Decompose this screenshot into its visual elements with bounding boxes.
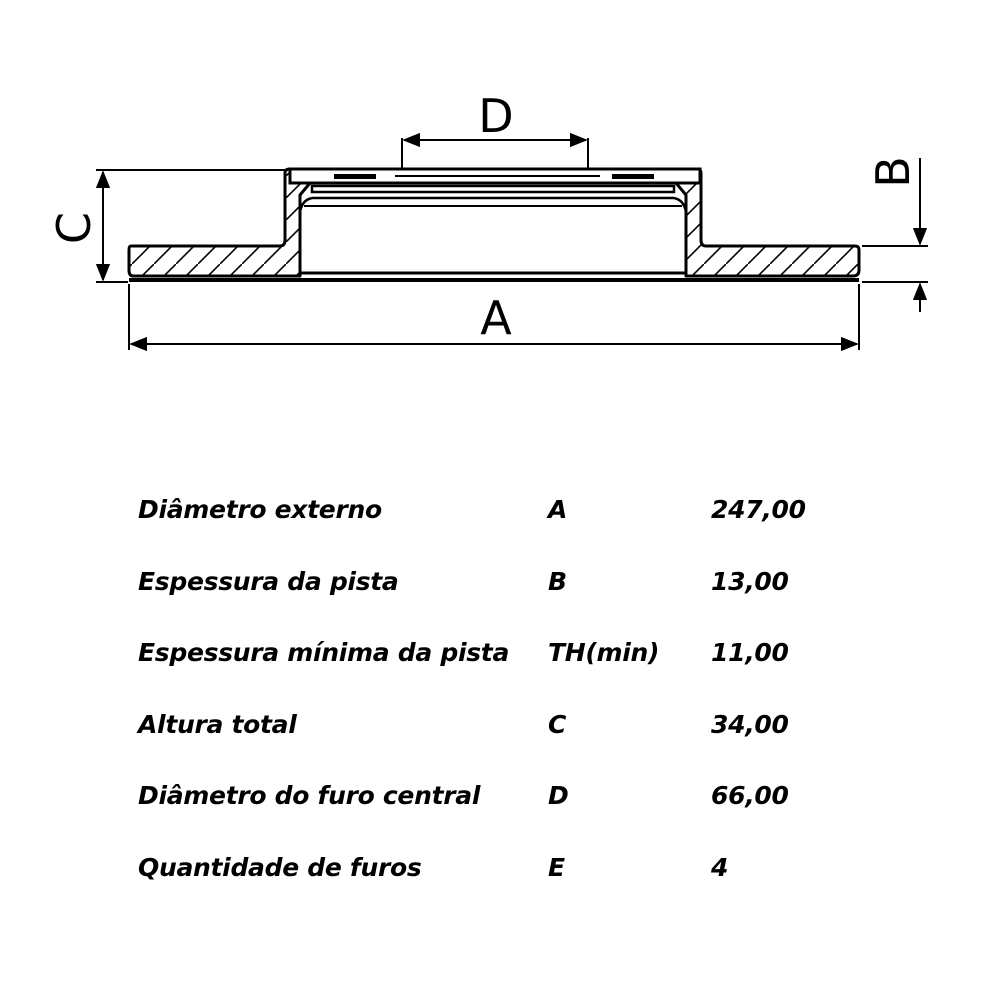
spec-label: Espessura da pista (138, 566, 399, 596)
hat-inner-wall-right (674, 198, 686, 272)
hat-inner-profile (312, 186, 674, 192)
spec-value: 13,00 (711, 566, 789, 596)
spec-code: B (548, 566, 567, 596)
spec-code: E (548, 852, 565, 882)
spec-row (138, 766, 898, 838)
spec-value: 66,00 (711, 781, 789, 810)
label-c: C (47, 211, 101, 245)
left-track (129, 169, 310, 276)
disc-section (129, 169, 859, 280)
label-d: D (478, 89, 514, 143)
label-b: B (866, 156, 920, 188)
spec-row (138, 552, 898, 624)
spec-code: TH(min) (548, 638, 660, 667)
spec-label: Diâmetro externo (138, 495, 382, 524)
hat-top-slot-left (334, 174, 376, 179)
spec-value: 11,00 (711, 638, 789, 667)
spec-row (138, 480, 898, 552)
brake-disc-section-drawing (0, 0, 1000, 420)
spec-label: Altura total (138, 709, 297, 739)
spec-label: Quantidade de furos (138, 852, 422, 882)
spec-value: 4 (711, 852, 729, 882)
hat-inner-wall-left (300, 198, 312, 272)
spec-code: A (548, 495, 568, 524)
hat-top-slot-right (612, 174, 654, 179)
spec-row (138, 623, 898, 695)
spec-value: 247,00 (711, 495, 806, 524)
label-a: A (480, 291, 512, 345)
dimension-a (129, 284, 859, 350)
spec-code: D (548, 781, 569, 810)
spec-row (138, 838, 898, 910)
spec-table (138, 480, 898, 909)
dimension-b (862, 156, 928, 312)
dimension-d (402, 89, 588, 168)
spec-row (138, 695, 898, 767)
spec-value: 34,00 (711, 709, 789, 739)
spec-label: Diâmetro do furo central (138, 781, 481, 810)
spec-label: Espessura mínima da pista (138, 638, 510, 667)
spec-code: C (548, 709, 567, 739)
right-track (676, 169, 859, 276)
